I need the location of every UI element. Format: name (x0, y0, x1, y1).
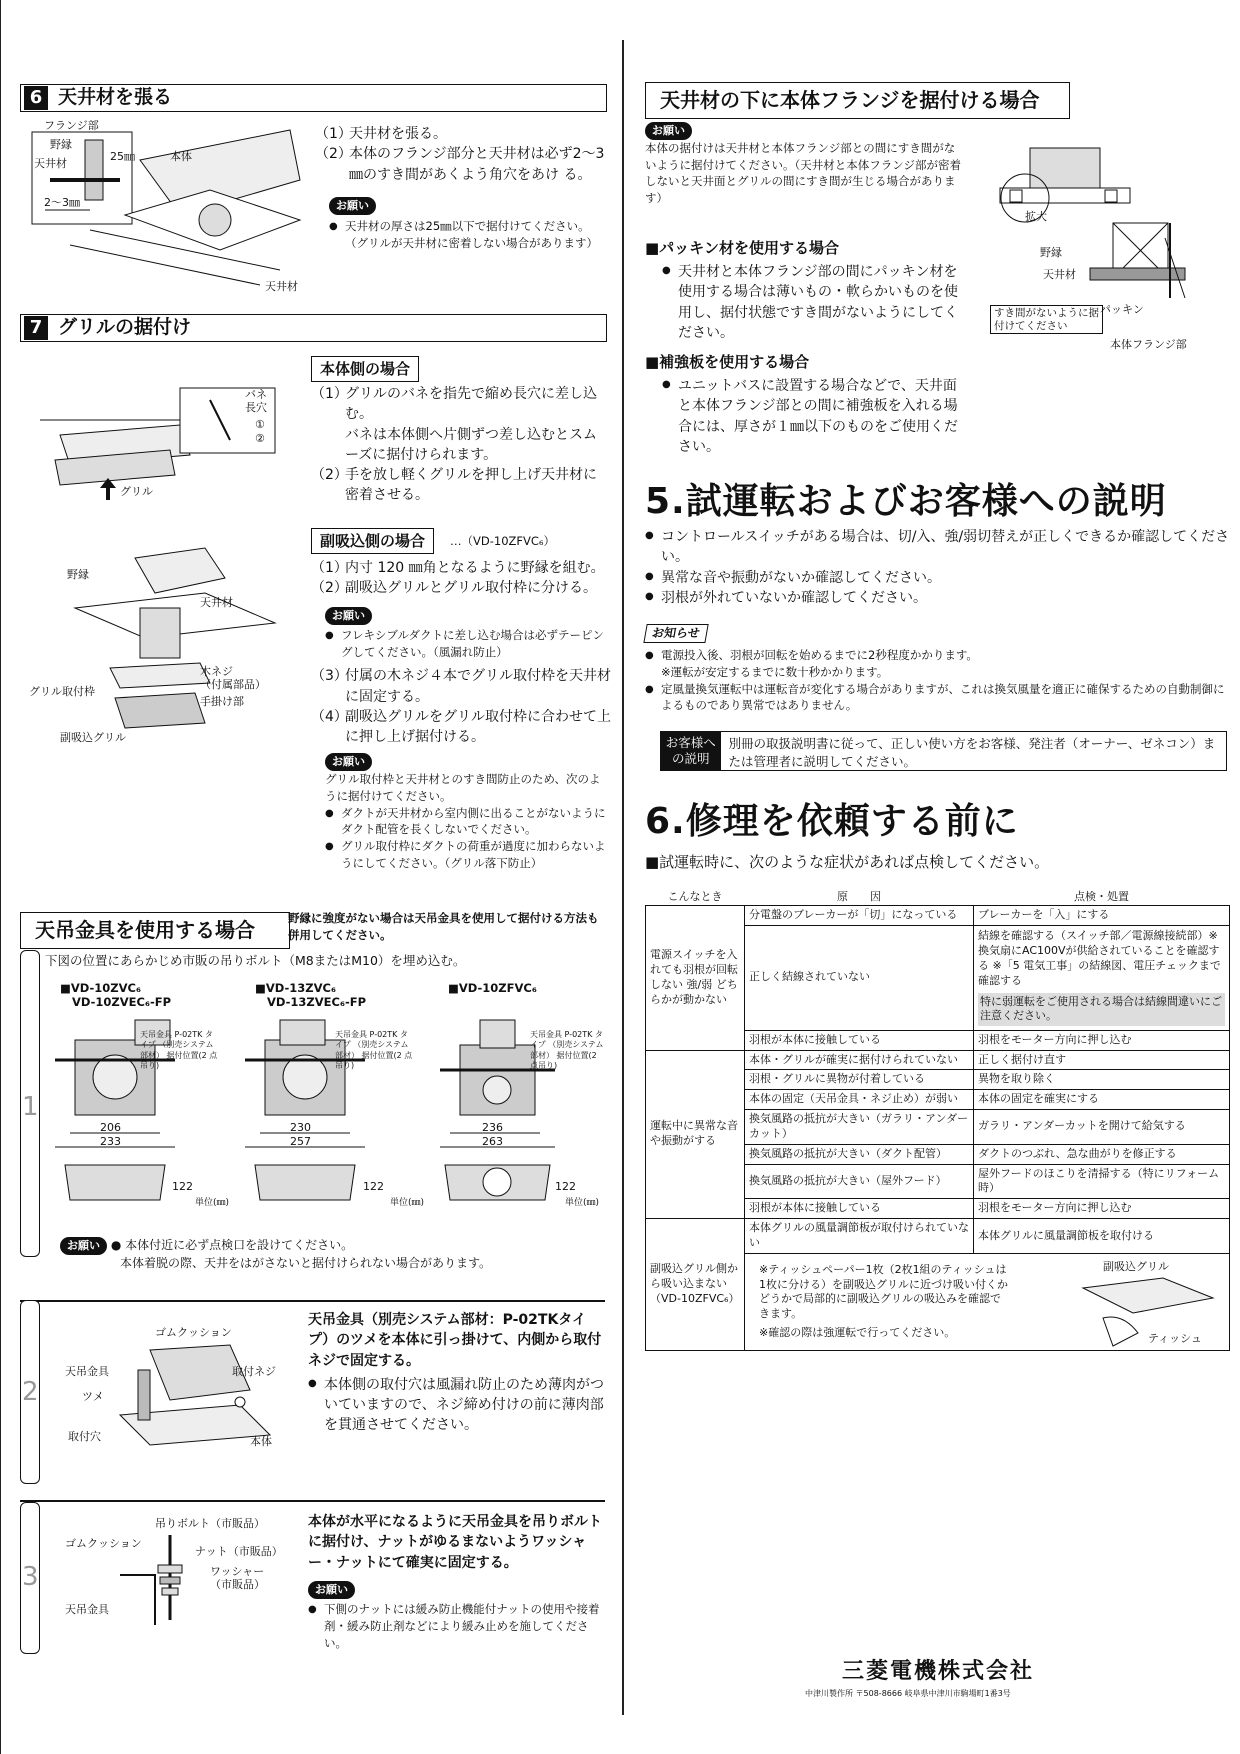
plate-text: ● ユニットバスに設置する場合などで、天井面と本体フランジ部との間に補強板を入れる場合には、厚さが１㎜以下のものをご使用ください。 (662, 376, 962, 457)
section-6-step: （2） 本体のフランジ部分と天井材は必ず2～3㎜のすき間があくよう角穴をあけ る。 (315, 146, 605, 183)
sub-intake-step: （2） 副吸込グリルとグリル取付枠に分ける。 (311, 580, 597, 597)
cause-cell: 羽根が本体に接触している (745, 1030, 974, 1050)
label-hontai: 本体 (170, 150, 192, 163)
body-side-step: バネは本体側へ片側ずつ差し込むとスムーズに据付けられます。 (345, 426, 597, 463)
label-flange: フランジ部 (44, 120, 99, 132)
section-6r-lead: ■試運転時に、次のような症状があれば点検してください。 (645, 853, 1050, 871)
cause-cell: 正しく結線されていない (745, 925, 974, 1030)
col-header: 点検・処置 (1074, 890, 1129, 903)
onegai-badge: お願い (60, 1237, 107, 1255)
label-kanagu: 天吊金具 (65, 1603, 109, 1616)
plate-text-block (662, 376, 962, 457)
label-waku: グリル取付枠 (29, 685, 95, 698)
body-side-steps (311, 384, 606, 506)
oshirase-item: ● 定風量換気運転中は運転音が変化する場合がありますが、これは換気風量を適正に確保するための自動制御によるものであり異常ではありません。 (645, 681, 1230, 714)
sub-intake-note2-intro: グリル取付枠と天井材とのすき間防止のため、次のように据付けてください。 (325, 772, 601, 804)
label-tissue: ティッシュ (1148, 1331, 1202, 1345)
col-header: こんなとき (667, 890, 723, 903)
section-6-note: ● 天井材の厚さは25㎜以下で据付けてください。（グリルが天井材に密着しない場合があります） (329, 218, 605, 251)
hanger-step-2-text (308, 1310, 606, 1436)
flange-note (645, 122, 965, 207)
tissue-text2: ※確認の際は強運転で行ってください。 (759, 1326, 956, 1340)
cause-cell: 羽根が本体に接触している (745, 1199, 974, 1219)
fix-cell: 本体グリルに風量調節板を取付ける (974, 1219, 1230, 1254)
sub-intake-step: （4） 副吸込グリルをグリル取付枠に合わせて上に押し上げ据付ける。 (311, 708, 611, 746)
fix-text: 結線を確認する（スイッチ部／電源線接続部）※換気扇にAC100Vが供給されていることを確認する ※「5 電気工事」の結線図、電圧チェックまで確認する (978, 929, 1221, 987)
tissue-text: ※ティッシュペーパー1枚（2枚1組のティッシュは1枚に分ける）を副吸込グリルに近づけ吸い付くかどうかで局部的に副吸込グリルの吸込みを確認できます。 (759, 1262, 1008, 1321)
step-separator (20, 1300, 605, 1302)
hanger-step-1-notes: お願い ● 本体付近に必ず点検口を設けてください。 本体着脱の際、天井をはがさないと据付けられない場合があります。 (60, 1237, 605, 1272)
model-3-w2: 263 (482, 1135, 503, 1148)
model-1-w2: 233 (100, 1135, 121, 1148)
model-1-name2: VD-10ZVEC₆-FP (72, 995, 172, 1009)
label-tenjo: 天井材 (200, 596, 233, 609)
sub-intake-note2-item: ● ダクトが天井材から室内側に出ることがないようにダクト配管を長くしないでください。 (325, 805, 611, 838)
customer-explain-text: 別冊の取扱説明書に従って、正しい使い方をお客様、発注者（オーナー、ゼネコン）または管理者に説明してください。 (728, 736, 1216, 769)
model-3-unit: 単位(㎜) (565, 1198, 600, 1208)
model-2-w2: 257 (290, 1135, 311, 1148)
packing-heading: ■パッキン材を使用する場合 (645, 239, 840, 257)
label-hontai: 本体 (250, 1435, 272, 1448)
hanger-step-2-main: 天吊金具（別売システム部材：P-02TKタイプ）のツメを本体に引っ掛けて、内側から取付ネジで固定する。 (308, 1312, 602, 1369)
label-dim-25: 25㎜ (110, 150, 135, 163)
onegai-badge: お願い (329, 197, 376, 215)
label-ana: 取付穴 (68, 1430, 101, 1443)
model-2-w1: 230 (290, 1121, 311, 1134)
model-2-unit: 単位(㎜) (390, 1198, 425, 1208)
hanger-step-3-main: 本体が水平になるように天吊金具を吊りボルトに据付け、ナットがゆるまないようワッシャー・ナットにて確実に固定する。 (308, 1514, 602, 1571)
sub-intake-note1: ● フレキシブルダクトに差し込む場合は必ずテーピングしてください。（風漏れ防止） (325, 627, 611, 660)
cause-cell: 本体グリルの風量調節板が取付けられていない (745, 1219, 974, 1254)
company-address: 中津川製作所 〒508-8666 岐阜県中津川市駒場町1番3号 (805, 1689, 1011, 1698)
section-5-item: ● 羽根が外れていないか確認してください。 (645, 588, 1230, 608)
hanger-title: 天吊金具を使用する場合 (20, 912, 290, 949)
section-7-number: 7 (24, 316, 48, 340)
sub-intake-figure (25, 538, 295, 748)
label-washer: ワッシャー (210, 1565, 265, 1578)
plate-heading: ■補強板を使用する場合 (645, 353, 810, 371)
hanger-note-1: 本体付近に必ず点検口を設けてください。 (125, 1238, 354, 1252)
model-3-w1: 236 (482, 1121, 503, 1134)
column-divider (622, 40, 624, 1715)
fix-cell: ブレーカーを「入」にする (974, 905, 1230, 925)
label-neji: 取付ネジ (232, 1365, 276, 1378)
label-gap: 2～3㎜ (44, 196, 80, 209)
model-1-fig-note: 天吊金具 P-02TK タイプ （別売システム部材） 据付位置(2 点吊り) (140, 1030, 218, 1071)
onegai-badge: お願い (325, 607, 372, 625)
customer-explain-label: お客様への説明 (661, 732, 721, 770)
symptom-cell: 副吸込グリル側から吸い込まない（VD-10ZFVC₆） (646, 1219, 745, 1351)
model-3-fig-note: 天吊金具 P-02TK タイプ （別売システム部材） 据付位置(2 点吊り) (530, 1030, 604, 1071)
label-circle-1: ① (255, 418, 265, 431)
cause-cell: 本体・グリルが確実に据付けられていない (745, 1050, 974, 1070)
model-1-h: 122 (172, 1180, 193, 1193)
tissue-figure (1043, 1258, 1223, 1348)
hanger-step-3-note: ● 下側のナットには緩み防止機能付ナットの使用や接着剤・緩み防止剤などにより緩み止めを施してください。 (308, 1601, 606, 1651)
label-kanagu: 天吊金具 (65, 1365, 109, 1378)
sub-intake-step: （3） 付属の木ネジ４本でグリル取付枠を天井材に固定する。 (311, 668, 611, 705)
tissue-check-cell (745, 1253, 1230, 1350)
fix-warning: 特に弱運転をご使用される場合は結線間違いにご注意ください。 (978, 993, 1225, 1027)
fix-cell: 羽根をモーター方向に押し込む (974, 1199, 1230, 1219)
troubleshooting-table (645, 890, 1230, 1351)
section-7-title: グリルの据付け (58, 316, 192, 339)
hanger-step-3-number: 3 (22, 1562, 39, 1592)
label-tenjo: 天井材 (1043, 268, 1076, 281)
label-packing: パッキン (1100, 303, 1144, 316)
section-5-item: ● 異常な音や振動がないか確認してください。 (645, 568, 1230, 588)
label-bane: バネ (245, 388, 267, 401)
model-3-name: ■VD-10ZFVC₆ (448, 981, 537, 995)
cause-cell: 羽根・グリルに異物が付着している (745, 1070, 974, 1090)
table-row (646, 1219, 1230, 1254)
label-tekake: 手掛け部 (200, 695, 244, 708)
fix-cell: 屋外フードのほこりを清掃する（特にリフォーム時） (974, 1164, 1230, 1199)
fix-cell: 正しく据付け直す (974, 1050, 1230, 1070)
oshirase-block (645, 623, 1230, 714)
label-nobuchi: 野縁 (50, 138, 72, 151)
label-fuku: 副吸込グリル (60, 731, 126, 744)
section-6-step: （1） 天井材を張る。 (315, 126, 447, 142)
hanger-title-note: 野縁に強度がない場合は天吊金具を使用して据付ける方法も併用してください。 (288, 911, 599, 942)
model-1-unit: 単位(㎜) (195, 1198, 230, 1208)
cause-cell: 本体の固定（天吊金具・ネジ止め）が弱い (745, 1090, 974, 1110)
section-6-title: 天井材を張る (58, 86, 173, 109)
section-6-header (20, 84, 607, 112)
model-2-fig-note: 天吊金具 P-02TK タイプ （別売システム部材） 据付位置(2 点吊り) (335, 1030, 413, 1071)
onegai-badge: お願い (325, 753, 372, 771)
label-fuku: 副吸込グリル (1103, 1259, 1169, 1273)
hanger-step-2-number: 2 (22, 1377, 39, 1407)
body-side-heading: 本体側の場合 (311, 356, 419, 382)
label-nut: ナット（市販品） (195, 1545, 283, 1558)
oshirase-badge: お知らせ (643, 624, 708, 643)
label-tsume: ツメ (82, 1390, 104, 1403)
hanger-step-3-text (308, 1512, 606, 1651)
label-grill: グリル (120, 485, 153, 498)
symptom-cell: 電源スイッチを入れても羽根が回転しない 強/弱 どちらかが動かない (646, 905, 745, 1050)
step-separator (20, 1500, 605, 1502)
hanger-step-1-number: 1 (22, 1092, 39, 1122)
sub-intake-model: …（VD-10ZFVC₆） (450, 534, 556, 548)
fix-cell: 羽根をモーター方向に押し込む (974, 1030, 1230, 1050)
sub-intake-note2-item: ● グリル取付枠にダクトの荷重が過度に加わらないようにしてください。（グリル落下防止） (325, 838, 611, 871)
section-5-title: 5.試運転およびお客様への説明 (645, 481, 1167, 522)
flange-title: 天井材の下に本体フランジを据付ける場合 (645, 82, 1070, 119)
label-bolt: 吊りボルト（市販品） (155, 1517, 265, 1530)
fix-cell: 異物を取り除く (974, 1070, 1230, 1090)
packing-text: ● 天井材と本体フランジ部の間にパッキン材を使用する場合は薄いもの・軟らかいものを使用し、据付状態ですき間がないようにしてください。 (662, 262, 962, 343)
label-mokuneji: 木ネジ (200, 665, 233, 678)
table-row (646, 1050, 1230, 1070)
cause-cell: 分電盤のブレーカーが「切」になっている (745, 905, 974, 925)
cause-cell: 換気風路の抵抗が大きい（ガラリ・アンダーカット） (745, 1110, 974, 1145)
label-tenjo: 天井材 (34, 157, 67, 170)
fix-cell (974, 925, 1230, 1030)
fix-cell: ガラリ・アンダーカットを開けて給気する (974, 1110, 1230, 1145)
sub-intake-step: （1） 内寸 120 ㎜角となるように野縁を組む。 (311, 560, 605, 576)
body-side-step: （1） グリルのバネを指先で縮め長穴に差し込む。 (311, 386, 597, 423)
cause-cell: 換気風路の抵抗が大きい（屋外フード） (745, 1164, 974, 1199)
section-6-steps (315, 124, 605, 252)
table-row (646, 905, 1230, 925)
model-2-name2: VD-13ZVEC₆-FP (267, 995, 367, 1009)
label-flange: 本体フランジ部 (1110, 338, 1187, 351)
sub-intake-steps (311, 558, 611, 871)
hanger-note-2: 本体着脱の際、天井をはがさないと据付けられない場合があります。 (120, 1255, 492, 1270)
label-circle-2: ② (255, 432, 265, 445)
company-name: 三菱電機株式会社 (842, 1659, 1035, 1684)
label-nagaana: 長穴 (245, 401, 267, 414)
label-gom: ゴムクッション (155, 1326, 232, 1339)
model-2-h: 122 (363, 1180, 384, 1193)
flange-note-text: 本体の据付けは天井材と本体フランジ部との間にすき間がないように据付けてください。（天井材と本体フランジ部が密着しないと天井面とグリルの間にすき間が生じる場合があります） (645, 140, 961, 205)
fix-cell: ダクトのつぶれ、急な曲がりを修正する (974, 1144, 1230, 1164)
left-margin-rule (0, 0, 1, 1754)
body-side-step: （2） 手を放し軽くグリルを押し上げ天井材に密着させる。 (311, 467, 597, 504)
grill-spring-figure (40, 380, 290, 500)
hanger-step-1-text: 下図の位置にあらかじめ市販の吊りボルト（M8またはM10）を埋め込む。 (45, 953, 466, 968)
model-1-name: ■VD-10ZVC₆ (60, 981, 142, 995)
section-5-items (645, 527, 1230, 608)
label-washer2: （市販品） (210, 1578, 265, 1591)
col-header: 原 因 (837, 890, 881, 903)
section-7-header (20, 314, 607, 342)
section-6-number: 6 (24, 86, 48, 110)
label-gom: ゴムクッション (65, 1537, 142, 1550)
hanger-step-2-note: ● 本体側の取付穴は風漏れ防止のため薄肉がついていますので、ネジ締め付けの前に薄肉部を貫通させてください。 (308, 1375, 606, 1436)
hanger-step-3-figure (60, 1515, 300, 1635)
section-5-item: ● コントロールスイッチがある場合は、切/入、強/弱切替えが正しくできるか確認してください。 (645, 527, 1230, 568)
model-2-name: ■VD-13ZVC₆ (255, 981, 337, 995)
hanger-step-2-figure (60, 1320, 300, 1470)
label-kakudai: 拡大 (1025, 210, 1047, 223)
flange-fig-sukima: すき間がないように据付けてください (990, 305, 1103, 334)
section-6r-title: 6.修理を依頼する前に (645, 801, 1019, 842)
symptom-cell: 運転中に異常な音や振動がする (646, 1050, 745, 1219)
label-fuzoku: （付属部品） (200, 678, 266, 691)
label-tenjo-bottom: 天井材 (265, 280, 298, 293)
cause-cell: 換気風路の抵抗が大きい（ダクト配管） (745, 1144, 974, 1164)
oshirase-item: ● 電源投入後、羽根が回転を始めるまでに2秒程度かかります。 ※運転が安定するまでに数十秒かかります。 (645, 647, 1230, 680)
model-1-w1: 206 (100, 1121, 121, 1134)
ceiling-figure (30, 120, 310, 295)
label-nobuchi: 野縁 (1040, 246, 1062, 259)
packing-text-block (662, 262, 962, 343)
onegai-badge: お願い (645, 122, 692, 140)
model-3-h: 122 (555, 1180, 576, 1193)
sub-intake-heading: 副吸込側の場合 (311, 528, 434, 554)
customer-explain-box (660, 731, 1227, 771)
fix-cell: 本体の固定を確実にする (974, 1090, 1230, 1110)
label-nobuchi: 野縁 (67, 568, 89, 581)
onegai-badge: お願い (308, 1581, 355, 1599)
